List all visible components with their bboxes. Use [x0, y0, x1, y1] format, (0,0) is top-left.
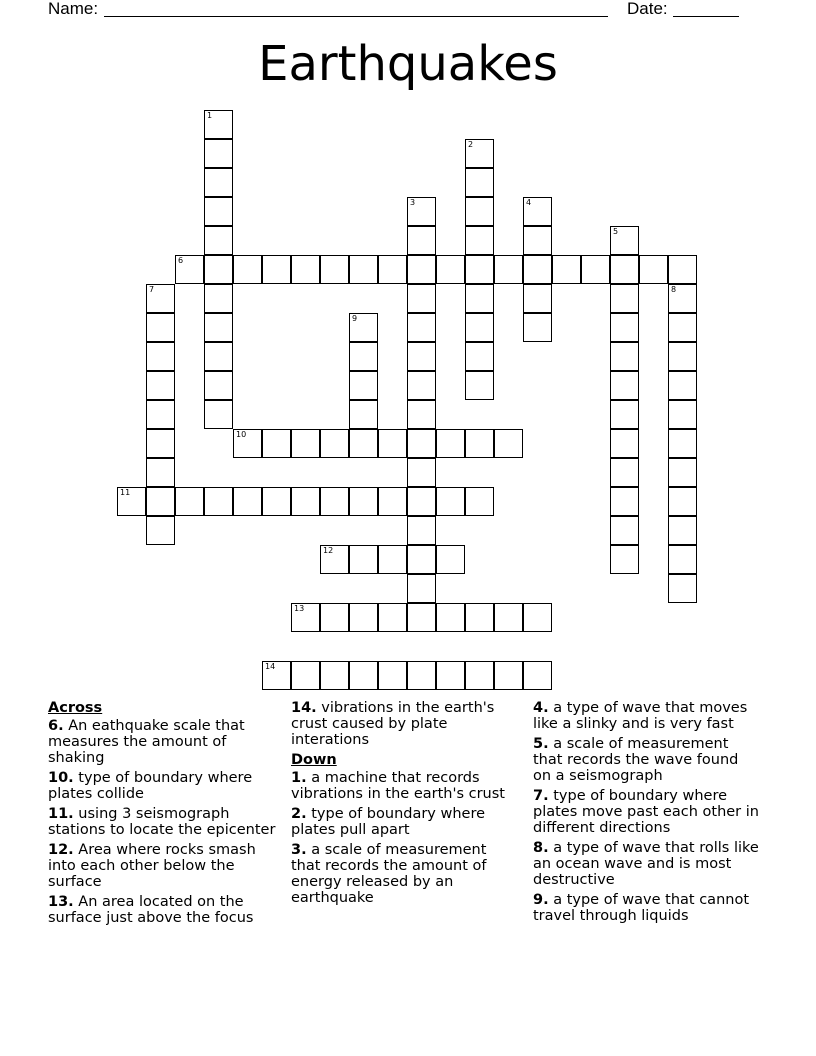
- clue-down-5: [533, 736, 761, 784]
- across-heading: Across: [48, 700, 103, 716]
- clue-across-10: [48, 770, 276, 802]
- grid-cell[interactable]: [436, 661, 465, 690]
- cell-number: 10: [236, 430, 247, 439]
- grid-cell[interactable]: [349, 603, 378, 632]
- clue-number: 12.: [48, 842, 74, 858]
- grid-cell[interactable]: [407, 429, 436, 458]
- grid-cell[interactable]: [320, 661, 349, 690]
- grid-cell[interactable]: [407, 226, 436, 255]
- clue-across-11: [48, 806, 276, 838]
- grid-cell[interactable]: [494, 429, 523, 458]
- clue-number: 2.: [291, 806, 307, 822]
- clue-down-7: [533, 788, 761, 836]
- grid-cell[interactable]: [523, 284, 552, 313]
- grid-cell[interactable]: [610, 284, 639, 313]
- clue-text: Area where rocks smash into each other below the surface: [48, 842, 256, 890]
- clue-column-1: [48, 700, 276, 930]
- grid-cell[interactable]: [610, 226, 639, 255]
- grid-cell[interactable]: [407, 458, 436, 487]
- grid-cell[interactable]: [378, 487, 407, 516]
- clue-text: a type of wave that moves like a slinky and is very fast: [533, 700, 748, 732]
- grid-cell[interactable]: [523, 661, 552, 690]
- date-label: Date:: [627, 0, 668, 18]
- grid-cell[interactable]: [668, 371, 697, 400]
- cell-number: 5: [613, 227, 619, 236]
- grid-cell[interactable]: [610, 516, 639, 545]
- clue-column-3: [533, 700, 761, 928]
- grid-cell[interactable]: [146, 429, 175, 458]
- clue-number: 8.: [533, 840, 549, 856]
- grid-cell[interactable]: [204, 400, 233, 429]
- grid-cell[interactable]: [610, 545, 639, 574]
- grid-cell[interactable]: [349, 342, 378, 371]
- grid-cell[interactable]: [204, 168, 233, 197]
- grid-cell[interactable]: [175, 255, 204, 284]
- grid-cell[interactable]: [523, 313, 552, 342]
- grid-cell[interactable]: [349, 313, 378, 342]
- grid-cell[interactable]: [204, 284, 233, 313]
- grid-cell[interactable]: [610, 458, 639, 487]
- grid-cell[interactable]: [146, 400, 175, 429]
- grid-cell[interactable]: [146, 371, 175, 400]
- clue-number: 4.: [533, 700, 549, 716]
- grid-cell[interactable]: [668, 516, 697, 545]
- grid-cell[interactable]: [465, 284, 494, 313]
- cell-number: 9: [352, 314, 358, 323]
- grid-cell[interactable]: [349, 487, 378, 516]
- grid-cell[interactable]: [407, 342, 436, 371]
- puzzle-title: Earthquakes: [258, 36, 558, 92]
- grid-cell[interactable]: [494, 661, 523, 690]
- grid-cell[interactable]: [407, 603, 436, 632]
- clue-number: 7.: [533, 788, 549, 804]
- grid-cell[interactable]: [668, 284, 697, 313]
- clue-down-8: [533, 840, 761, 888]
- grid-cell[interactable]: [668, 545, 697, 574]
- grid-cell[interactable]: [668, 487, 697, 516]
- clue-across-14: [291, 700, 519, 748]
- grid-cell[interactable]: [610, 255, 639, 284]
- clue-text: An eathquake scale that measures the amount of shaking: [48, 718, 245, 766]
- grid-cell[interactable]: [407, 371, 436, 400]
- grid-cell[interactable]: [233, 429, 262, 458]
- grid-cell[interactable]: [320, 255, 349, 284]
- grid-cell[interactable]: [668, 400, 697, 429]
- grid-cell[interactable]: [523, 197, 552, 226]
- grid-cell[interactable]: [291, 603, 320, 632]
- grid-cell[interactable]: [668, 255, 697, 284]
- grid-cell[interactable]: [436, 429, 465, 458]
- grid-cell[interactable]: [262, 255, 291, 284]
- clue-down-2: [291, 806, 519, 838]
- clue-text: using 3 seismograph stations to locate the epicenter: [48, 806, 276, 838]
- grid-cell[interactable]: [262, 429, 291, 458]
- grid-cell[interactable]: [291, 487, 320, 516]
- grid-cell[interactable]: [407, 400, 436, 429]
- grid-cell[interactable]: [146, 342, 175, 371]
- grid-cell[interactable]: [407, 487, 436, 516]
- grid-cell[interactable]: [378, 661, 407, 690]
- grid-cell[interactable]: [465, 139, 494, 168]
- grid-cell[interactable]: [262, 661, 291, 690]
- grid-cell[interactable]: [523, 226, 552, 255]
- cell-number: 3: [410, 198, 416, 207]
- cell-number: 7: [149, 285, 155, 294]
- grid-cell[interactable]: [320, 429, 349, 458]
- clue-text: type of boundary where plates collide: [48, 770, 253, 802]
- grid-cell[interactable]: [407, 284, 436, 313]
- grid-cell[interactable]: [465, 313, 494, 342]
- grid-cell[interactable]: [465, 342, 494, 371]
- grid-cell[interactable]: [204, 342, 233, 371]
- grid-cell[interactable]: [465, 371, 494, 400]
- grid-cell[interactable]: [465, 487, 494, 516]
- clue-down-4: [533, 700, 761, 732]
- clue-down-3: [291, 842, 519, 906]
- grid-cell[interactable]: [610, 400, 639, 429]
- clue-column-2: [291, 700, 519, 910]
- cell-number: 2: [468, 140, 474, 149]
- clue-text: a type of wave that cannot travel through liquids: [533, 892, 750, 924]
- grid-cell[interactable]: [436, 255, 465, 284]
- grid-cell[interactable]: [523, 255, 552, 284]
- clue-number: 9.: [533, 892, 549, 908]
- grid-cell[interactable]: [668, 313, 697, 342]
- clue-across-13: [48, 894, 276, 926]
- grid-cell[interactable]: [349, 255, 378, 284]
- name-label: Name:: [48, 0, 99, 18]
- grid-cell[interactable]: [436, 603, 465, 632]
- grid-cell[interactable]: [146, 313, 175, 342]
- clue-number: 5.: [533, 736, 549, 752]
- grid-cell[interactable]: [407, 516, 436, 545]
- grid-cell[interactable]: [465, 197, 494, 226]
- grid-cell[interactable]: [407, 255, 436, 284]
- grid-cell[interactable]: [639, 255, 668, 284]
- cell-number: 13: [294, 604, 305, 613]
- cell-number: 1: [207, 111, 213, 120]
- cell-number: 14: [265, 662, 276, 671]
- grid-cell[interactable]: [668, 429, 697, 458]
- grid-cell[interactable]: [465, 661, 494, 690]
- grid-cell[interactable]: [668, 458, 697, 487]
- grid-cell[interactable]: [465, 226, 494, 255]
- clue-text: a machine that records vibrations in the earth's crust: [291, 770, 505, 802]
- grid-cell[interactable]: [291, 661, 320, 690]
- grid-cell[interactable]: [552, 255, 581, 284]
- grid-cell[interactable]: [204, 255, 233, 284]
- grid-cell[interactable]: [407, 661, 436, 690]
- grid-cell[interactable]: [204, 110, 233, 139]
- clue-number: 1.: [291, 770, 307, 786]
- grid-cell[interactable]: [146, 458, 175, 487]
- grid-cell[interactable]: [349, 429, 378, 458]
- grid-cell[interactable]: [378, 603, 407, 632]
- cell-number: 6: [178, 256, 184, 265]
- grid-cell[interactable]: [204, 313, 233, 342]
- clue-number: 10.: [48, 770, 74, 786]
- grid-cell[interactable]: [378, 429, 407, 458]
- clue-text: type of boundary where plates pull apart: [291, 806, 486, 838]
- grid-cell[interactable]: [349, 400, 378, 429]
- clue-text: a scale of measurement that records the wave found on a seismograph: [533, 736, 739, 784]
- clue-number: 13.: [48, 894, 74, 910]
- grid-cell[interactable]: [204, 487, 233, 516]
- grid-cell[interactable]: [465, 429, 494, 458]
- grid-cell[interactable]: [436, 487, 465, 516]
- grid-cell[interactable]: [523, 603, 552, 632]
- clue-text: type of boundary where plates move past each other in different directions: [533, 788, 759, 836]
- clue-down-1: [291, 770, 519, 802]
- grid-cell[interactable]: [349, 545, 378, 574]
- grid-cell[interactable]: [146, 284, 175, 313]
- grid-cell[interactable]: [436, 545, 465, 574]
- clue-across-12: [48, 842, 276, 890]
- grid-cell[interactable]: [204, 139, 233, 168]
- grid-cell[interactable]: [465, 603, 494, 632]
- grid-cell[interactable]: [465, 255, 494, 284]
- cell-number: 12: [323, 546, 334, 555]
- clue-across-6: [48, 718, 276, 766]
- grid-cell[interactable]: [349, 661, 378, 690]
- clue-text: An area located on the surface just above the focus: [48, 894, 254, 926]
- grid-cell[interactable]: [320, 487, 349, 516]
- grid-cell[interactable]: [117, 487, 146, 516]
- grid-cell[interactable]: [610, 342, 639, 371]
- grid-cell[interactable]: [175, 487, 204, 516]
- grid-cell[interactable]: [407, 574, 436, 603]
- grid-cell[interactable]: [146, 516, 175, 545]
- cell-number: 4: [526, 198, 532, 207]
- grid-cell[interactable]: [668, 342, 697, 371]
- grid-cell[interactable]: [610, 371, 639, 400]
- grid-cell[interactable]: [204, 226, 233, 255]
- clue-number: 14.: [291, 700, 317, 716]
- grid-cell[interactable]: [465, 168, 494, 197]
- grid-cell[interactable]: [262, 487, 291, 516]
- grid-cell[interactable]: [407, 313, 436, 342]
- clue-number: 11.: [48, 806, 74, 822]
- clue-text: a type of wave that rolls like an ocean wave and is most destructive: [533, 840, 759, 888]
- clue-text: vibrations in the earth's crust caused by plate interations: [291, 700, 495, 748]
- grid-cell[interactable]: [610, 313, 639, 342]
- clue-down-9: [533, 892, 761, 924]
- grid-cell[interactable]: [378, 545, 407, 574]
- clue-text: a scale of measurement that records the amount of energy released by an earthquake: [291, 842, 487, 906]
- down-heading: Down: [291, 752, 337, 768]
- grid-cell[interactable]: [320, 603, 349, 632]
- grid-cell[interactable]: [233, 255, 262, 284]
- cell-number: 8: [671, 285, 677, 294]
- grid-cell[interactable]: [320, 545, 349, 574]
- clue-number: 6.: [48, 718, 64, 734]
- grid-cell[interactable]: [378, 255, 407, 284]
- grid-cell[interactable]: [233, 487, 262, 516]
- grid-cell[interactable]: [407, 197, 436, 226]
- grid-cell[interactable]: [610, 487, 639, 516]
- grid-cell[interactable]: [291, 255, 320, 284]
- grid-cell[interactable]: [581, 255, 610, 284]
- grid-cell[interactable]: [668, 574, 697, 603]
- grid-cell[interactable]: [204, 371, 233, 400]
- grid-cell[interactable]: [291, 429, 320, 458]
- clue-number: 3.: [291, 842, 307, 858]
- grid-cell[interactable]: [146, 487, 175, 516]
- grid-cell[interactable]: [494, 603, 523, 632]
- grid-cell[interactable]: [349, 371, 378, 400]
- cell-number: 11: [120, 488, 131, 497]
- grid-cell[interactable]: [204, 197, 233, 226]
- grid-cell[interactable]: [610, 429, 639, 458]
- grid-cell[interactable]: [407, 545, 436, 574]
- grid-cell[interactable]: [494, 255, 523, 284]
